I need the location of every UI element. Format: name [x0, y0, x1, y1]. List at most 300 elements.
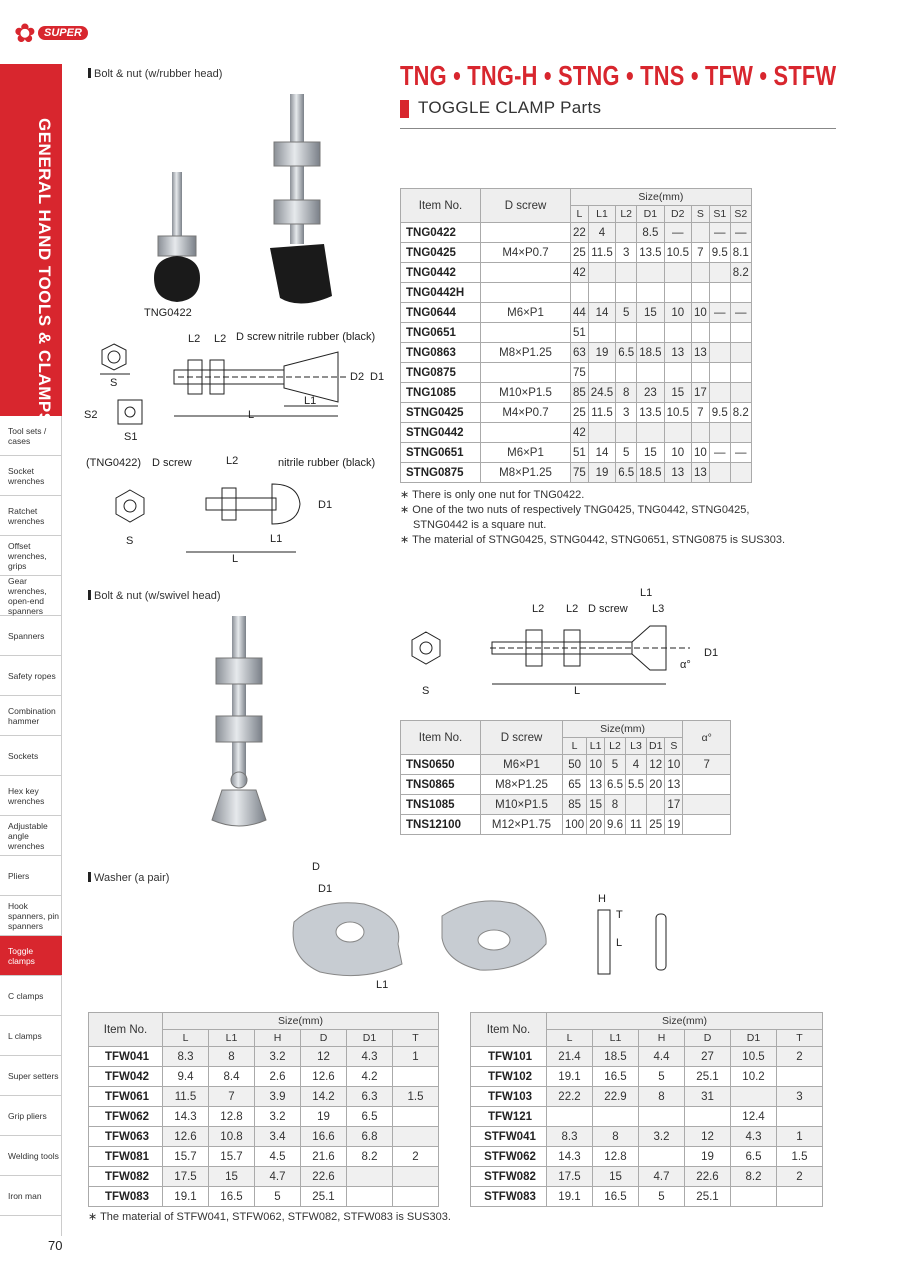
cell-l: 25 [571, 403, 589, 423]
cell-d1: 18.5 [637, 463, 664, 483]
size-cell: 4.3 [347, 1047, 393, 1067]
col-size: Size(mm) [571, 189, 752, 206]
size-cell [347, 1187, 393, 1207]
tfw-size-col: L [163, 1030, 209, 1047]
cell-l2: 6.5 [616, 343, 637, 363]
tng0422-technical-drawing [86, 452, 396, 572]
cell-s1: 9.5 [709, 403, 730, 423]
cell-s [691, 223, 709, 243]
cell-s2: — [730, 303, 751, 323]
d-screw [481, 323, 571, 343]
svg-text:L2: L2 [566, 603, 579, 615]
cell-s [691, 283, 709, 303]
tfw-table-left: Item No. Size(mm) L L1 H D D1 T TFW041 8.3 8 3.2 12 4.3 1 TFW042 9.4 8.4 2.6 12.6 4.2 TFW061 11.5 7 3.9 14.2 6.3 1.5 TFW062 14.3 12.8 3.2 19 6.5 TFW063 12.6 10.8 3.4 16.6 6.8 TFW081 15.7 15.7 4.5 21.6 8.2 2 TFW082 17.5 15 4.7 22.6 TFW083 19.1 16.5 5 25.1 [88, 1012, 439, 1207]
d-screw: M4×P0.7 [481, 243, 571, 263]
table-row [401, 403, 752, 423]
washer-photo [280, 858, 690, 998]
table-row [471, 1187, 823, 1207]
size-cell: 14.2 [301, 1087, 347, 1107]
tns-size-col: L2 [604, 738, 625, 755]
page-number: 70 [48, 1238, 63, 1253]
item-no: TNG0442H [401, 283, 481, 303]
item-no: TFW103 [471, 1087, 547, 1107]
cell-s2 [730, 323, 751, 343]
svg-text:D1: D1 [370, 371, 385, 383]
table-row [471, 1107, 823, 1127]
cell-d1: 13.5 [637, 243, 664, 263]
cell-s [691, 323, 709, 343]
size-cell [347, 1167, 393, 1187]
cell-l: 42 [571, 423, 589, 443]
size-cell: 19 [301, 1107, 347, 1127]
sidebar-item[interactable]: Welding tools [0, 1136, 62, 1176]
item-no: TNS12100 [401, 815, 481, 835]
size-cell: 19.1 [547, 1067, 593, 1087]
cell-alpha: 7 [683, 755, 731, 775]
item-no: STNG0425 [401, 403, 481, 423]
table-row [401, 463, 752, 483]
size-cell: 1 [393, 1047, 439, 1067]
sidebar-item[interactable]: Combination hammer [0, 696, 62, 736]
sidebar-item[interactable]: Tool sets / cases [0, 416, 62, 456]
size-cell: 31 [685, 1087, 731, 1107]
tng-notes [400, 488, 785, 548]
size-cell: 6.5 [731, 1147, 777, 1167]
cell-l3 [625, 795, 646, 815]
note-line: ∗ One of the two nuts of respectively TNG0425, TNG0442, STNG0425, [400, 504, 750, 516]
item-no: TNG0422 [401, 223, 481, 243]
size-cell: 11.5 [163, 1087, 209, 1107]
size-cell: 2 [777, 1167, 823, 1187]
size-cell: 1.5 [777, 1147, 823, 1167]
cell-s [691, 263, 709, 283]
cell-l1: 19 [588, 463, 615, 483]
table-row [89, 1187, 439, 1207]
size-cell: 3 [777, 1087, 823, 1107]
tng-size-col: D2 [664, 206, 691, 223]
cell-s: 7 [691, 243, 709, 263]
cell-l: 44 [571, 303, 589, 323]
cell-s2: — [730, 443, 751, 463]
size-cell: 22.9 [593, 1087, 639, 1107]
subtitle-marker [400, 100, 409, 118]
size-cell: 16.5 [593, 1067, 639, 1087]
size-cell: 12.4 [731, 1107, 777, 1127]
cell-d1 [637, 363, 664, 383]
cell-l: 42 [571, 263, 589, 283]
cell-l2 [616, 323, 637, 343]
svg-text:D screw: D screw [588, 603, 628, 615]
size-cell: 3.9 [255, 1087, 301, 1107]
svg-text:D screw: D screw [152, 457, 192, 469]
size-cell [731, 1187, 777, 1207]
size-cell: 25.1 [685, 1067, 731, 1087]
sidebar-item[interactable]: Safety ropes [0, 656, 62, 696]
sidebar-item[interactable]: Toggle clamps [0, 936, 62, 976]
table-row [89, 1067, 439, 1087]
table-row [89, 1167, 439, 1187]
cell-s: 13 [691, 463, 709, 483]
item-no: STFW041 [471, 1127, 547, 1147]
tng-size-col: L [571, 206, 589, 223]
svg-text:L1: L1 [640, 587, 653, 599]
cell-s2: 8.2 [730, 403, 751, 423]
cell-s: 17 [691, 383, 709, 403]
size-cell [547, 1107, 593, 1127]
sidebar-item[interactable]: Gear wrenches, open-end spanners [0, 576, 62, 616]
cell-s2 [730, 343, 751, 363]
table-row [89, 1147, 439, 1167]
svg-text:S: S [126, 535, 134, 547]
cell-dscrew: M10×P1.5 [481, 795, 563, 815]
item-no: TFW101 [471, 1047, 547, 1067]
size-cell: 1.5 [393, 1087, 439, 1107]
cell-l1: 4 [588, 223, 615, 243]
size-cell: 8.4 [209, 1067, 255, 1087]
size-cell [777, 1107, 823, 1127]
item-no: TNG0651 [401, 323, 481, 343]
cell-d1: 23 [637, 383, 664, 403]
size-cell: 12.6 [301, 1067, 347, 1087]
cell-s1: 9.5 [709, 243, 730, 263]
tfw-size-col: L [547, 1030, 593, 1047]
svg-text:L2: L2 [214, 333, 227, 345]
svg-text:L: L [616, 937, 623, 949]
item-no: TFW041 [89, 1047, 163, 1067]
item-no: TFW063 [89, 1127, 163, 1147]
sidebar-item[interactable]: Hex key wrenches [0, 776, 62, 816]
size-cell: 4.4 [639, 1047, 685, 1067]
table-row [401, 263, 752, 283]
size-cell: 8.2 [347, 1147, 393, 1167]
sidebar-item[interactable]: Super setters [0, 1056, 62, 1096]
note-line: ∗ There is only one nut for TNG0422. [400, 489, 585, 501]
svg-text:D2: D2 [350, 371, 365, 383]
sidebar-item[interactable]: C clamps [0, 976, 62, 1016]
cell-d1: 20 [646, 775, 664, 795]
cell-l: 63 [571, 343, 589, 363]
cell-l2: 8 [616, 383, 637, 403]
size-cell: 3.2 [639, 1127, 685, 1147]
tfw-size-col: H [255, 1030, 301, 1047]
tfw-table-left-wrap [88, 1012, 439, 1207]
cell-l1: 20 [587, 815, 605, 835]
tns-size-col: S [665, 738, 683, 755]
size-cell: 4.2 [347, 1067, 393, 1087]
size-cell [393, 1167, 439, 1187]
cell-s1 [709, 363, 730, 383]
sidebar-item[interactable]: Socket wrenches [0, 456, 62, 496]
brand-logo: SUPER [38, 26, 88, 40]
tfw-size-col: D [301, 1030, 347, 1047]
table-row [471, 1127, 823, 1147]
cell-s1 [709, 463, 730, 483]
cell-s2 [730, 383, 751, 403]
d-screw [481, 283, 571, 303]
cell-s: 10 [691, 303, 709, 323]
sidebar-item[interactable]: Pliers [0, 856, 62, 896]
svg-text:D: D [312, 861, 320, 873]
table-row [401, 223, 752, 243]
section-washer: Washer (a pair) [88, 872, 169, 884]
cell-l1: 14 [588, 443, 615, 463]
item-no: STNG0875 [401, 463, 481, 483]
sidebar-item[interactable]: Grip pliers [0, 1096, 62, 1136]
size-cell: 3.2 [255, 1107, 301, 1127]
size-cell: 15.7 [209, 1147, 255, 1167]
cell-d2: — [664, 223, 691, 243]
svg-text:D1: D1 [318, 499, 333, 511]
size-cell: 8.3 [163, 1047, 209, 1067]
sidebar-item[interactable]: Iron man [0, 1176, 62, 1216]
cell-l1 [588, 323, 615, 343]
page-title: TNG • TNG-H • STNG • TNS • TFW • STFW [400, 60, 837, 91]
cell-l1 [588, 263, 615, 283]
cell-l2 [616, 423, 637, 443]
size-cell: 15 [593, 1167, 639, 1187]
table-row [401, 303, 752, 323]
size-cell [393, 1187, 439, 1207]
cell-d1 [637, 323, 664, 343]
size-cell: 16.5 [593, 1187, 639, 1207]
cell-d1: 15 [637, 303, 664, 323]
cell-d2: 13 [664, 343, 691, 363]
cell-alpha [683, 815, 731, 835]
tns-size-col: D1 [646, 738, 664, 755]
cell-l2 [616, 223, 637, 243]
item-no: TFW081 [89, 1147, 163, 1167]
d-screw [481, 263, 571, 283]
cell-l2: 3 [616, 403, 637, 423]
size-cell [393, 1107, 439, 1127]
table-row [401, 423, 752, 443]
svg-text:S: S [422, 685, 430, 697]
table-row [471, 1047, 823, 1067]
size-cell: 4.7 [639, 1167, 685, 1187]
size-cell: 15.7 [163, 1147, 209, 1167]
item-no: STFW082 [471, 1167, 547, 1187]
header-divider [400, 128, 836, 129]
svg-text:L: L [574, 685, 581, 697]
tfw-table-right-wrap [470, 1012, 823, 1207]
size-cell [393, 1067, 439, 1087]
cell-l2: 5 [616, 443, 637, 463]
size-cell: 19.1 [163, 1187, 209, 1207]
table-row [471, 1087, 823, 1107]
svg-text:D1: D1 [704, 647, 719, 659]
size-cell: 19.1 [547, 1187, 593, 1207]
cell-s1: — [709, 303, 730, 323]
cell-dscrew: M12×P1.75 [481, 815, 563, 835]
cell-dscrew: M6×P1 [481, 755, 563, 775]
table-row [401, 283, 752, 303]
d-screw-label-1: D screw [236, 331, 276, 343]
tfw-size-col: L1 [593, 1030, 639, 1047]
size-cell: 6.5 [347, 1107, 393, 1127]
large-bolt-nut-2 [274, 200, 320, 224]
sidebar-item[interactable]: Ratchet wrenches [0, 496, 62, 536]
svg-text:H: H [598, 893, 606, 905]
tfw-size-col: D [685, 1030, 731, 1047]
cell-s [691, 423, 709, 443]
svg-text:L1: L1 [304, 395, 317, 407]
cell-l2: 6.5 [616, 463, 637, 483]
note-line: ∗ The material of STNG0425, STNG0442, STNG0651, STNG0875 is SUS303. [400, 534, 786, 546]
size-cell: 1 [777, 1127, 823, 1147]
size-cell: 25.1 [301, 1187, 347, 1207]
hex-nut-front [102, 344, 126, 370]
cell-l2 [616, 283, 637, 303]
size-cell: 4.5 [255, 1147, 301, 1167]
large-rubber-head [270, 244, 332, 304]
size-cell [685, 1107, 731, 1127]
tfw-size-col: D1 [731, 1030, 777, 1047]
sidebar-item[interactable]: Spanners [0, 616, 62, 656]
cell-l2: 9.6 [604, 815, 625, 835]
size-cell [639, 1107, 685, 1127]
swivel-bolt-photo [200, 610, 290, 840]
size-cell: 5 [255, 1187, 301, 1207]
small-bolt-shank [172, 172, 182, 246]
tfw-size-col: H [639, 1030, 685, 1047]
d-screw [481, 363, 571, 383]
item-no: TNS1085 [401, 795, 481, 815]
sidebar-item[interactable]: L clamps [0, 1016, 62, 1056]
cell-l [571, 283, 589, 303]
cell-l1: 13 [587, 775, 605, 795]
cell-s1: — [709, 223, 730, 243]
d-screw: M8×P1.25 [481, 343, 571, 363]
d-screw: M10×P1.5 [481, 383, 571, 403]
sidebar-item[interactable]: Sockets [0, 736, 62, 776]
cell-l2: 5 [616, 303, 637, 323]
cell-dscrew: M8×P1.25 [481, 775, 563, 795]
size-cell: 10.5 [731, 1047, 777, 1067]
cell-d1: 18.5 [637, 343, 664, 363]
table-row [401, 243, 752, 263]
nitrile-label-1: nitrile rubber (black) [278, 331, 376, 343]
cell-l3: 5.5 [625, 775, 646, 795]
table-row [89, 1107, 439, 1127]
size-cell: 12 [301, 1047, 347, 1067]
size-cell [777, 1067, 823, 1087]
cell-l2 [616, 363, 637, 383]
size-cell [393, 1127, 439, 1147]
size-cell: 4.3 [731, 1127, 777, 1147]
table-row [89, 1087, 439, 1107]
item-no: TFW042 [89, 1067, 163, 1087]
table-row [401, 775, 731, 795]
cell-s: 13 [691, 343, 709, 363]
svg-text:L3: L3 [652, 603, 665, 615]
section-swivel-head: Bolt & nut (w/swivel head) [88, 590, 221, 602]
size-cell: 2 [393, 1147, 439, 1167]
size-cell: 2.6 [255, 1067, 301, 1087]
cell-s2: — [730, 223, 751, 243]
cell-l1: 19 [588, 343, 615, 363]
size-cell [639, 1147, 685, 1167]
d-screw: M8×P1.25 [481, 463, 571, 483]
d-screw [481, 423, 571, 443]
cell-s: 17 [665, 795, 683, 815]
cell-d2: 10 [664, 303, 691, 323]
svg-text:α°: α° [680, 659, 691, 671]
svg-text:L2: L2 [188, 333, 201, 345]
sidebar-item[interactable]: Adjustable angle wrenches [0, 816, 62, 856]
table-row [401, 795, 731, 815]
cell-s1 [709, 263, 730, 283]
rubber-bolt-photo [130, 88, 350, 318]
item-no: TNG0442 [401, 263, 481, 283]
cell-d2: 10 [664, 443, 691, 463]
cell-l: 65 [563, 775, 587, 795]
cell-d1: 13.5 [637, 403, 664, 423]
size-cell: 18.5 [593, 1047, 639, 1067]
table-row [401, 383, 752, 403]
size-cell: 22.6 [301, 1167, 347, 1187]
svg-text:(TNG0422): (TNG0422) [86, 457, 142, 469]
cell-d2 [664, 363, 691, 383]
size-cell: 14.3 [547, 1147, 593, 1167]
tng-size-col: D1 [637, 206, 664, 223]
cell-d1: 25 [646, 815, 664, 835]
sidebar-item[interactable]: Hook spanners, pin spanners [0, 896, 62, 936]
d-screw: M4×P0.7 [481, 403, 571, 423]
page-subtitle: TOGGLE CLAMP Parts [418, 98, 602, 117]
size-cell: 17.5 [163, 1167, 209, 1187]
table-row [471, 1067, 823, 1087]
size-cell: 7 [209, 1087, 255, 1107]
cell-l1 [588, 283, 615, 303]
svg-text:L1: L1 [376, 979, 389, 991]
table-row [471, 1147, 823, 1167]
cell-s1 [709, 343, 730, 363]
section-rubber-head: Bolt & nut (w/rubber head) [88, 68, 222, 80]
cell-l: 85 [563, 795, 587, 815]
size-cell: 10.8 [209, 1127, 255, 1147]
cell-d1 [637, 423, 664, 443]
cell-l1 [588, 363, 615, 383]
size-cell: 12.8 [209, 1107, 255, 1127]
cell-d1: 8.5 [637, 223, 664, 243]
cell-s1 [709, 323, 730, 343]
cell-l: 75 [571, 363, 589, 383]
size-cell [777, 1187, 823, 1207]
size-cell: 5 [639, 1067, 685, 1087]
table-row [401, 755, 731, 775]
size-cell: 8 [209, 1047, 255, 1067]
svg-text:T: T [616, 909, 623, 921]
tng-size-col: S [691, 206, 709, 223]
cell-l1: 11.5 [588, 403, 615, 423]
size-cell: 2 [777, 1047, 823, 1067]
tng-size-col: L1 [588, 206, 615, 223]
cell-alpha [683, 775, 731, 795]
small-bolt-nut [158, 236, 196, 256]
item-no: TNS0650 [401, 755, 481, 775]
cell-l2: 5 [604, 755, 625, 775]
size-cell: 6.8 [347, 1127, 393, 1147]
cell-d2 [664, 283, 691, 303]
table-row [89, 1127, 439, 1147]
cell-s [691, 363, 709, 383]
size-cell: 27 [685, 1047, 731, 1067]
sidebar-item[interactable]: Offset wrenches, grips [0, 536, 62, 576]
cell-d2 [664, 263, 691, 283]
tns-technical-drawing [400, 586, 730, 698]
cell-s: 13 [665, 775, 683, 795]
cell-l: 51 [571, 323, 589, 343]
